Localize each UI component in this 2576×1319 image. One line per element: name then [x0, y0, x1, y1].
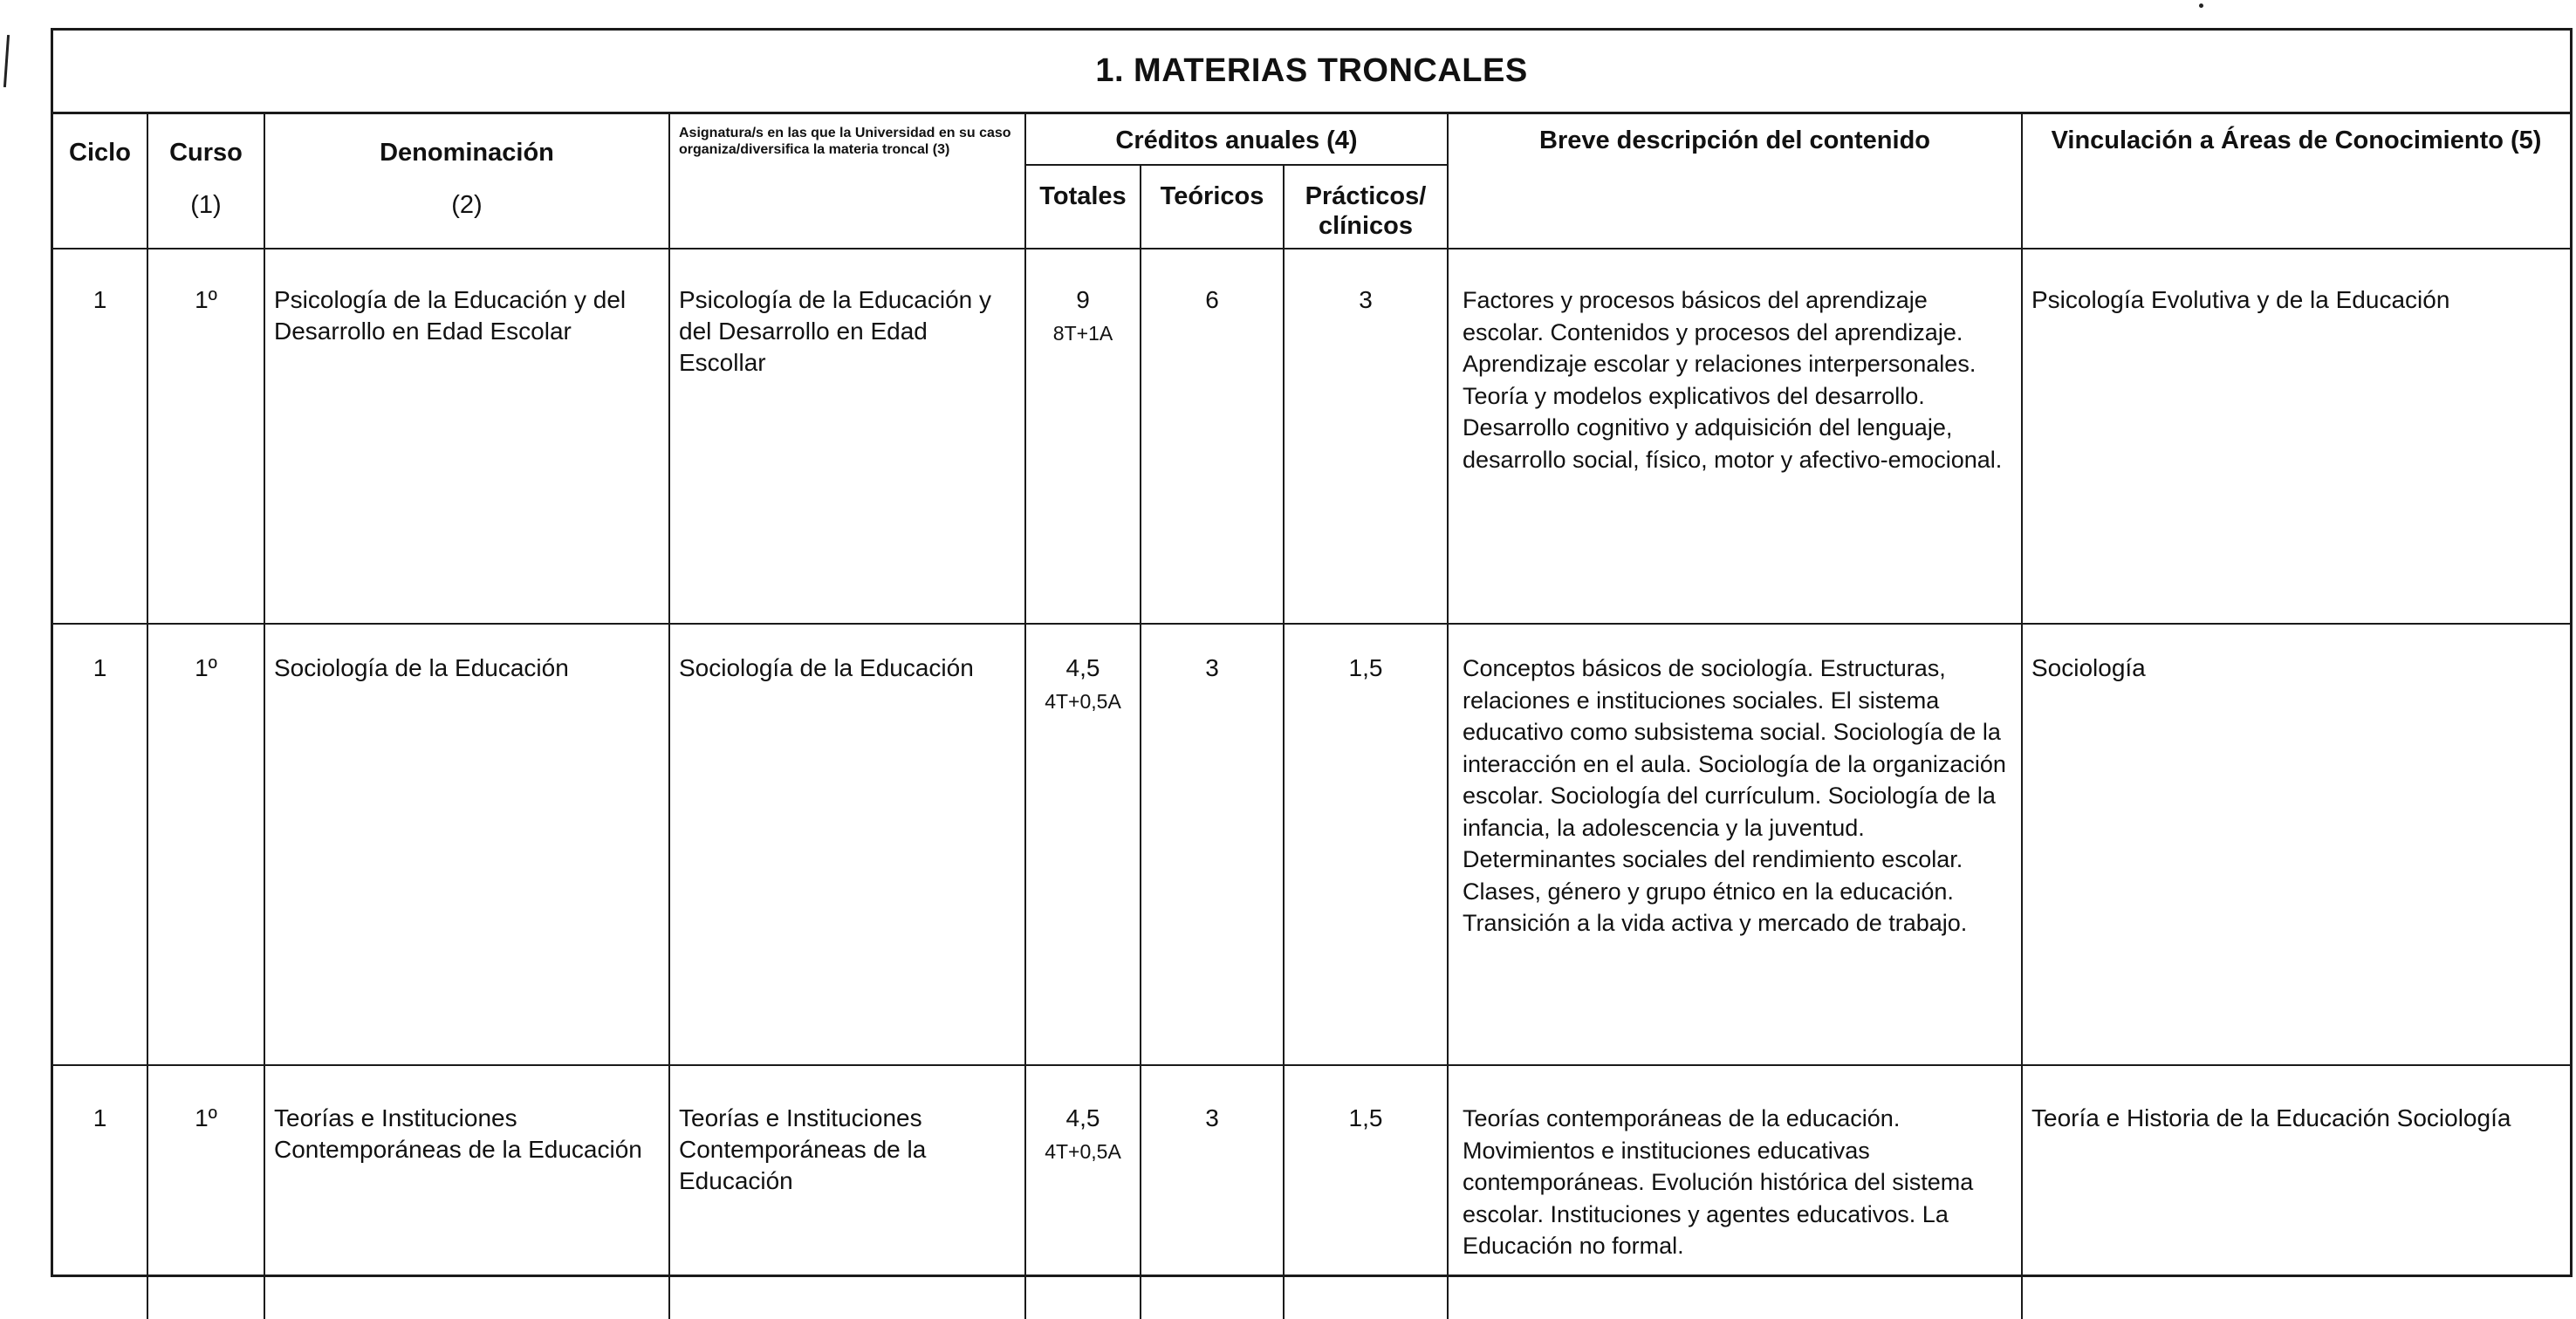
cell-curso: 1º — [147, 624, 264, 1065]
cell-denominacion: Psicología de la Educación y del Desarrollo en Edad Escolar — [264, 249, 669, 624]
cell-vinculacion: Teoría e Historia de la Educación Sociología — [2022, 1065, 2570, 1319]
cell-denominacion: Teorías e Instituciones Contemporáneas de la Educación — [264, 1065, 669, 1319]
header-totales — [1025, 165, 1141, 249]
cell-practicos: 3 — [1284, 249, 1448, 624]
header-teoricos — [1141, 165, 1284, 249]
header-creditos-label: Créditos anuales (4) — [1115, 126, 1358, 154]
cell-practicos: 1,5 — [1284, 624, 1448, 1065]
header-curso-block — [148, 114, 264, 231]
section-title: 1. MATERIAS TRONCALES — [53, 31, 2570, 114]
cell-ciclo: 1 — [53, 1065, 147, 1319]
header-creditos — [1025, 114, 1448, 165]
cell-totales — [1025, 249, 1141, 624]
header-ciclo — [53, 114, 147, 249]
totales-detail: 4T+0,5A — [1045, 1140, 1121, 1163]
totales-value: 9 — [1076, 286, 1090, 313]
header-denominacion-note: (2) — [451, 191, 483, 219]
header-descripcion — [1448, 114, 2022, 249]
header-vinculacion-label: Vinculación a Áreas de Conocimiento (5) — [2051, 126, 2542, 154]
cell-descripcion: Factores y procesos básicos del aprendizaje escolar. Contenidos y procesos del aprendizaje. Aprendizaje escolar y relaciones interpersonales. Teoría y modelos explicativos del desarrollo. Desarrollo cognitivo y adquisición del lenguaje, desarrollo social, físico, motor y afectivo-emocional. — [1448, 249, 2022, 624]
totales-detail: 4T+0,5A — [1045, 690, 1121, 713]
header-asignatura-label: Asignatura/s en las que la Universidad en su caso organiza/diversifica la materia troncal (3) — [679, 126, 1011, 157]
cell-teoricos: 3 — [1141, 1065, 1284, 1319]
cell-descripcion: Teorías contemporáneas de la educación. Movimientos e instituciones educativas contemporáneas. Evolución histórica del sistema escolar. Instituciones y agentes educativos. La Educación no formal. — [1448, 1065, 2022, 1319]
cell-teoricos: 6 — [1141, 249, 1284, 624]
scan-dot — [2199, 3, 2203, 8]
table-row — [53, 624, 2570, 1065]
cell-ciclo: 1 — [53, 249, 147, 624]
header-teoricos-label: Teóricos — [1160, 182, 1264, 210]
header-row — [53, 114, 2570, 165]
materias-table — [53, 114, 2570, 1319]
cell-asignatura: Psicología de la Educación y del Desarrollo en Edad Escollar — [669, 249, 1025, 624]
scan-edge-mark — [3, 35, 10, 87]
cell-curso: 1º — [147, 249, 264, 624]
cell-denominacion: Sociología de la Educación — [264, 624, 669, 1065]
cell-totales — [1025, 1065, 1141, 1319]
header-vinculacion — [2022, 114, 2570, 249]
header-denominacion — [264, 114, 669, 249]
header-denominacion-label: Denominación — [380, 139, 554, 167]
header-ciclo-label: Ciclo — [69, 139, 131, 167]
cell-vinculacion: Psicología Evolutiva y de la Educación — [2022, 249, 2570, 624]
cell-totales — [1025, 624, 1141, 1065]
header-denominacion-block — [265, 114, 668, 231]
totales-value: 4,5 — [1065, 1104, 1100, 1131]
cell-asignatura: Sociología de la Educación — [669, 624, 1025, 1065]
header-curso — [147, 114, 264, 249]
cell-asignatura: Teorías e Instituciones Contemporáneas de la Educación — [669, 1065, 1025, 1319]
header-practicos — [1284, 165, 1448, 249]
header-curso-note: (1) — [190, 191, 222, 219]
header-practicos-label: Prácticos/ clínicos — [1305, 182, 1427, 240]
cell-curso: 1º — [147, 1065, 264, 1319]
totales-value: 4,5 — [1065, 654, 1100, 681]
cell-vinculacion: Sociología — [2022, 624, 2570, 1065]
totales-detail: 8T+1A — [1052, 322, 1113, 345]
header-totales-label: Totales — [1039, 182, 1127, 210]
table-row — [53, 249, 2570, 624]
header-asignatura — [669, 114, 1025, 249]
cell-teoricos: 3 — [1141, 624, 1284, 1065]
header-descripcion-label: Breve descripción del contenido — [1539, 126, 1930, 154]
cell-ciclo: 1 — [53, 624, 147, 1065]
cell-descripcion: Conceptos básicos de sociología. Estructuras, relaciones e instituciones sociales. El sistema educativo como subsistema social. Sociología de la interacción en el aula. Sociología de la organización escolar. Sociología del currículum. Sociología de la infancia, la adolescencia y la juventud. Determinantes sociales del rendimiento escolar. Clases, género y grupo étnico en la educación. Transición a la vida activa y mercado de trabajo. — [1448, 624, 2022, 1065]
document-frame — [51, 28, 2573, 1277]
table-row — [53, 1065, 2570, 1319]
header-curso-label: Curso — [169, 139, 243, 167]
cell-practicos: 1,5 — [1284, 1065, 1448, 1319]
